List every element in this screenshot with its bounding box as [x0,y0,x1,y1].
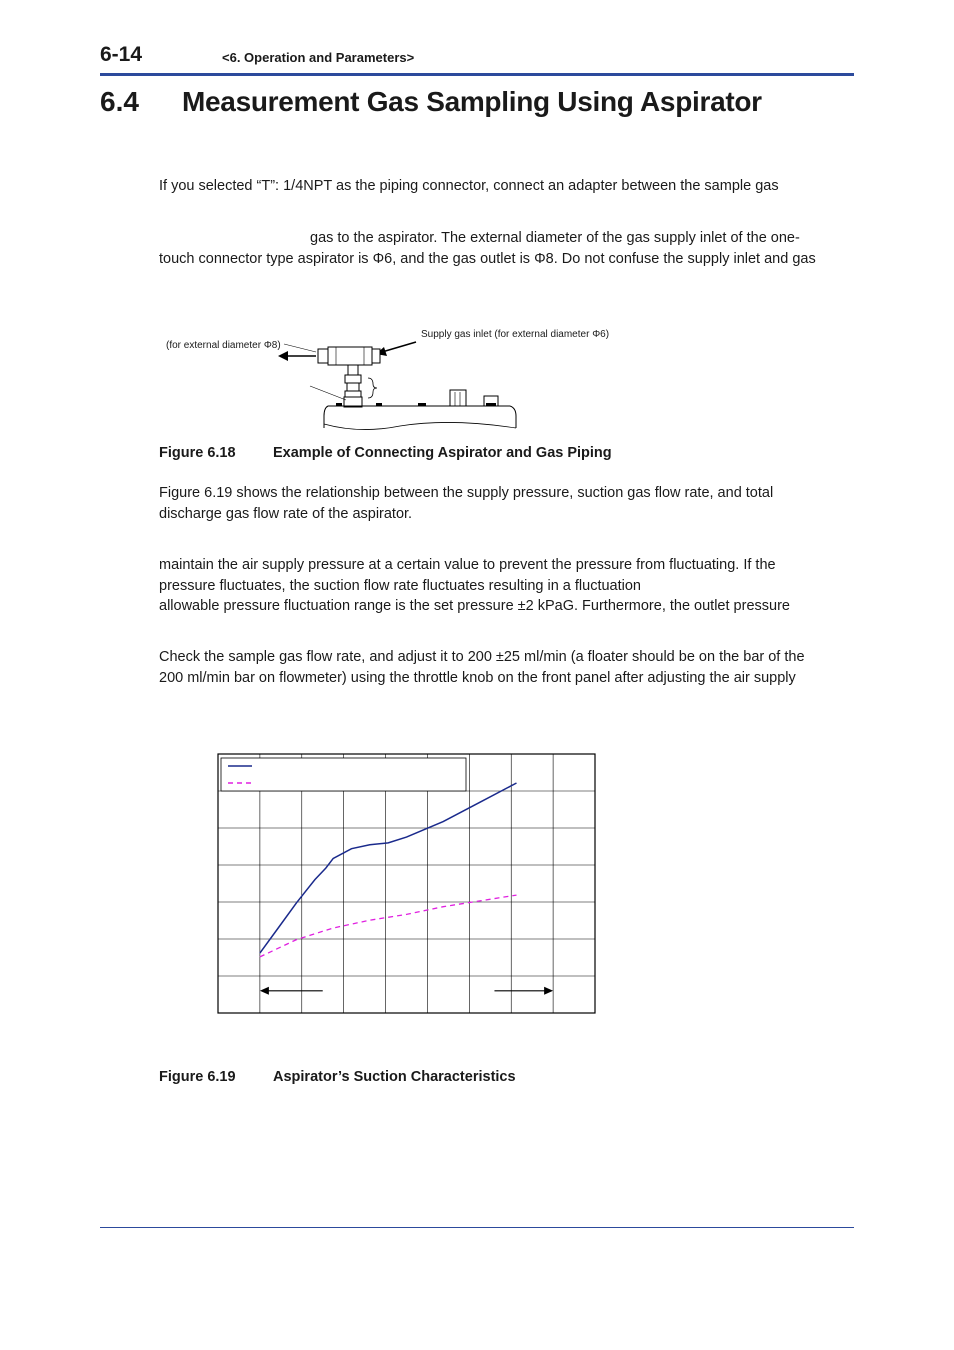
figure-18-number: Figure 6.18 [159,445,236,461]
paragraph-2-line-1: gas to the aspirator. The external diameter of the gas supply inlet of the one- [310,230,800,246]
figure-19-title: Aspirator’s Suction Characteristics [273,1069,516,1085]
figure-19-number: Figure 6.19 [159,1069,236,1085]
figure-18-title: Example of Connecting Aspirator and Gas Piping [273,445,612,461]
section-number: 6.4 [100,86,139,117]
paragraph-4-line-2: pressure fluctuates, the suction flow rate fluctuates resulting in a fluctuation [159,578,641,594]
paragraph-4-line-3: allowable pressure fluctuation range is the set pressure ±2 kPaG. Furthermore, the outlet pressure [159,598,790,614]
paragraph-2-line-2: touch connector type aspirator is Φ6, and the gas outlet is Φ8. Do not confuse the supply inlet and gas [159,251,816,267]
outlet-label: (for external diameter Φ8) [166,340,281,351]
suction-characteristics-chart [214,750,600,1020]
paragraph-3-line-1: Figure 6.19 shows the relationship between the supply pressure, suction gas flow rate, and total [159,485,774,501]
chart-grid [218,754,595,1013]
header-rule [100,73,854,76]
paragraph-3-line-2: discharge gas flow rate of the aspirator. [159,506,413,522]
footer-rule [100,1227,854,1228]
chart-legend [221,758,466,791]
paragraph-1-line-1: If you selected “T”: 1/4NPT as the piping connector, connect an adapter between the sample gas [159,178,779,194]
section-title: Measurement Gas Sampling Using Aspirator [182,86,762,117]
legend-box [221,758,466,791]
chapter-header: <6. Operation and Parameters> [222,50,415,65]
paragraph-5-line-1: Check the sample gas flow rate, and adjust it to 200 ±25 ml/min (a floater should be on the bar of the [159,649,805,665]
supply-inlet-label: Supply gas inlet (for external diameter Φ6) [421,329,610,340]
paragraph-5-line-2: 200 ml/min bar on flowmeter) using the throttle knob on the front panel after adjusting the air supply [159,670,796,686]
paragraph-4-line-1: maintain the air supply pressure at a certain value to prevent the pressure from fluctuating. If the [159,557,776,573]
chart-frame [218,754,595,1013]
aspirator-piping-diagram [160,320,630,440]
page-number: 6-14 [100,43,143,66]
